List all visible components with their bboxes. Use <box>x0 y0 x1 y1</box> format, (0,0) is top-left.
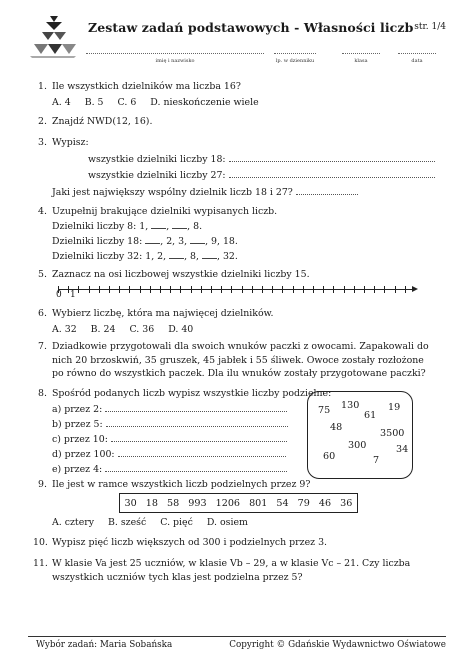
page-number: str. 1/4 <box>414 22 446 32</box>
number-line-tick <box>99 286 100 293</box>
task-7 <box>37 340 434 381</box>
task-question: Znajdź NWD(12, 16). <box>52 116 153 127</box>
set-number: 7 <box>373 455 380 466</box>
set-number: 300 <box>348 440 367 451</box>
class-number-label: lp. w dzienniku <box>275 58 315 64</box>
answer-option[interactable]: C. 6 <box>117 97 137 108</box>
task-10 <box>33 536 446 550</box>
divisible-by-5-label: b) przez 5: <box>52 419 103 430</box>
sequence-number: 30 <box>124 497 137 509</box>
task-number: 8. <box>38 388 47 399</box>
divisors-32-label: Dzielniki liczby 32: 1, 2, <box>52 251 167 262</box>
number-line-tick <box>129 286 130 293</box>
answer-option[interactable]: A. 4 <box>52 97 71 108</box>
class-field[interactable] <box>342 46 380 54</box>
divisible-by-10-label: c) przez 10: <box>52 434 108 445</box>
number-line-tick <box>405 286 406 293</box>
divisors-8-label: Dzielniki liczby 8: 1, <box>52 221 149 232</box>
divisors-32-mid: , 8, <box>184 251 199 262</box>
answer-option[interactable]: C. pięć <box>160 517 193 528</box>
footer-author: Wybór zadań: Maria Sobańska <box>36 640 173 650</box>
set-number: 3500 <box>380 428 405 439</box>
task-number: 7. <box>38 341 47 352</box>
task-question: Zaznacz na osi liczbowej wszystkie dzielniki liczby 15. <box>52 269 310 280</box>
set-number: 75 <box>318 405 331 416</box>
sequence-number: 79 <box>297 497 310 509</box>
task-9-options <box>37 514 446 530</box>
blank-field[interactable] <box>202 249 217 259</box>
divisors-18-label: Dzielniki liczby 18: <box>52 236 143 247</box>
number-line-tick <box>231 286 232 293</box>
divisible-by-100-label: d) przez 100: <box>52 449 115 460</box>
date-label: data <box>411 58 423 64</box>
separator: , <box>166 221 170 232</box>
number-line-tick <box>150 286 151 293</box>
number-set-box <box>307 391 413 479</box>
tick-label-1: 1 <box>70 290 76 300</box>
answer-option[interactable]: C. 36 <box>129 324 155 335</box>
number-line-tick <box>313 286 314 293</box>
number-line-tick <box>262 286 263 293</box>
number-line-tick <box>323 286 324 293</box>
number-line-tick <box>221 286 222 293</box>
task-3 <box>37 136 446 200</box>
number-line-tick <box>333 286 334 293</box>
task-question: W klasie Va jest 25 uczniów, w klasie Vb – 29, a w klasie Vc – 21. Czy liczba wszystkich uczniów tych klas jest podzielna przez 5? <box>52 558 411 583</box>
divisible-by-4-label: e) przez 4: <box>52 464 103 475</box>
blank-field[interactable] <box>172 219 187 229</box>
number-line-tick <box>160 286 161 293</box>
number-line-tick <box>252 286 253 293</box>
divisible-by-4-answer[interactable] <box>105 462 287 472</box>
divisors-8-end: , 8. <box>187 221 203 232</box>
task-question: Wypisz: <box>52 137 89 148</box>
divisible-by-2-answer[interactable] <box>105 402 287 412</box>
number-line-tick <box>354 286 355 293</box>
sequence-number: 36 <box>340 497 353 509</box>
task-5 <box>37 268 446 282</box>
task-4 <box>37 205 446 264</box>
number-line-tick <box>211 286 212 293</box>
number-line-tick <box>191 286 192 293</box>
task-number: 11. <box>33 558 48 569</box>
blank-field[interactable] <box>169 249 184 259</box>
task-6 <box>37 307 446 337</box>
divisible-by-10-answer[interactable] <box>111 432 287 442</box>
number-line-tick <box>395 286 396 293</box>
number-line-tick <box>293 286 294 293</box>
number-line-tick <box>303 286 304 293</box>
number-line-tick <box>170 286 171 293</box>
answer-option[interactable]: B. 24 <box>90 324 116 335</box>
task-9 <box>37 478 446 492</box>
arrow-right-icon <box>412 286 418 292</box>
number-line[interactable] <box>58 287 418 299</box>
date-field[interactable] <box>398 46 436 54</box>
set-number: 60 <box>323 451 336 462</box>
number-line-tick <box>272 286 273 293</box>
divisible-by-100-answer[interactable] <box>118 447 286 457</box>
task-number: 5. <box>38 269 47 280</box>
class-label: klasa <box>354 58 368 64</box>
name-field[interactable] <box>86 46 264 54</box>
sequence-number: 58 <box>167 497 180 509</box>
footer-divider <box>28 636 446 637</box>
task-number: 4. <box>38 206 47 217</box>
publisher-logo-icon <box>28 14 78 60</box>
name-label: imię i nazwisko <box>155 58 195 64</box>
divisors-32-end: , 32. <box>216 251 238 262</box>
task-11 <box>33 557 434 584</box>
sequence-number: 54 <box>276 497 289 509</box>
answer-option[interactable]: B. 5 <box>84 97 104 108</box>
divisors-18-mid: , 2, 3, <box>160 236 188 247</box>
divisors-18-answer[interactable] <box>229 152 435 162</box>
set-number: 34 <box>396 444 409 455</box>
sequence-number: 18 <box>145 497 158 509</box>
number-line-tick <box>282 286 283 293</box>
answer-option[interactable]: B. sześć <box>108 517 147 528</box>
sequence-number: 46 <box>318 497 332 509</box>
task-number: 1. <box>38 81 47 92</box>
task-question: Ile wszystkich dzielników ma liczba 16? <box>52 81 241 92</box>
number-line-tick <box>119 286 120 293</box>
task-2 <box>37 115 446 129</box>
task-number: 3. <box>38 137 47 148</box>
divisors-27-label: wszystkie dzielniki liczby 27: <box>88 170 226 181</box>
task-question: Uzupełnij brakujące dzielniki wypisanych liczb. <box>52 206 278 217</box>
footer-copyright: Copyright © Gdańskie Wydawnictwo Oświatowe <box>229 640 446 650</box>
number-line-tick <box>201 286 202 293</box>
class-number-field[interactable] <box>274 46 316 54</box>
number-sequence-box <box>119 493 358 513</box>
answer-option[interactable]: D. nieskończenie wiele <box>150 97 259 108</box>
set-number: 19 <box>388 402 401 413</box>
divisible-by-5-answer[interactable] <box>106 417 288 427</box>
task-number: 10. <box>33 537 48 548</box>
set-number: 130 <box>341 400 360 411</box>
page-title: Zestaw zadań podstawowych - Własności liczb <box>88 20 414 35</box>
number-line-tick <box>384 286 385 293</box>
number-line-tick <box>180 286 181 293</box>
answer-option[interactable]: A. 32 <box>52 324 77 335</box>
number-line-tick <box>78 286 79 293</box>
blank-field[interactable] <box>151 219 166 229</box>
task-number: 9. <box>38 479 47 490</box>
sequence-number: 993 <box>188 497 207 509</box>
tick-label-0: 0 <box>56 290 62 300</box>
gcd-answer[interactable] <box>296 185 358 195</box>
sequence-number: 801 <box>249 497 268 509</box>
number-line-tick <box>109 286 110 293</box>
task-question: Ile jest w ramce wszystkich liczb podzielnych przez 9? <box>52 479 311 490</box>
task-1 <box>37 80 446 110</box>
set-number: 48 <box>330 422 343 433</box>
number-line-tick <box>242 286 243 293</box>
number-line-tick <box>89 286 90 293</box>
answer-option[interactable]: D. osiem <box>206 517 248 528</box>
task-question: Wypisz pięć liczb większych od 300 i podzielnych przez 3. <box>52 537 328 548</box>
divisible-by-2-label: a) przez 2: <box>52 404 103 415</box>
number-line-tick <box>374 286 375 293</box>
number-line-tick <box>140 286 141 293</box>
task-question: Spośród podanych liczb wypisz wszystkie liczby podzielne: <box>52 388 332 399</box>
answer-option[interactable]: A. cztery <box>52 517 95 528</box>
task-question: Dziadkowie przygotowali dla swoich wnuków paczki z owocami. Zapakowali do nich 20 brzoskwiń, 35 gruszek, 45 jabłek i 55 śliwek. Owoce zostały rozłożone po równo do wszystkich paczek. Dla ilu wnuków zostały przygotowane paczki? <box>52 341 429 379</box>
number-line-axis <box>58 289 414 290</box>
task-question: Wybierz liczbę, która ma najwięcej dzielników. <box>52 308 274 319</box>
blank-field[interactable] <box>145 234 160 244</box>
blank-field[interactable] <box>190 234 205 244</box>
set-number: 61 <box>364 410 377 421</box>
divisors-18-label: wszystkie dzielniki liczby 18: <box>88 154 226 165</box>
sequence-number: 1206 <box>215 497 241 509</box>
divisors-18-end: , 9, 18. <box>205 236 238 247</box>
task-number: 6. <box>38 308 47 319</box>
number-line-tick <box>364 286 365 293</box>
task-number: 2. <box>38 116 47 127</box>
number-line-tick <box>344 286 345 293</box>
gcd-question: Jaki jest największy wspólny dzielnik liczb 18 i 27? <box>52 187 293 198</box>
answer-option[interactable]: D. 40 <box>168 324 194 335</box>
divisors-27-answer[interactable] <box>229 168 435 178</box>
